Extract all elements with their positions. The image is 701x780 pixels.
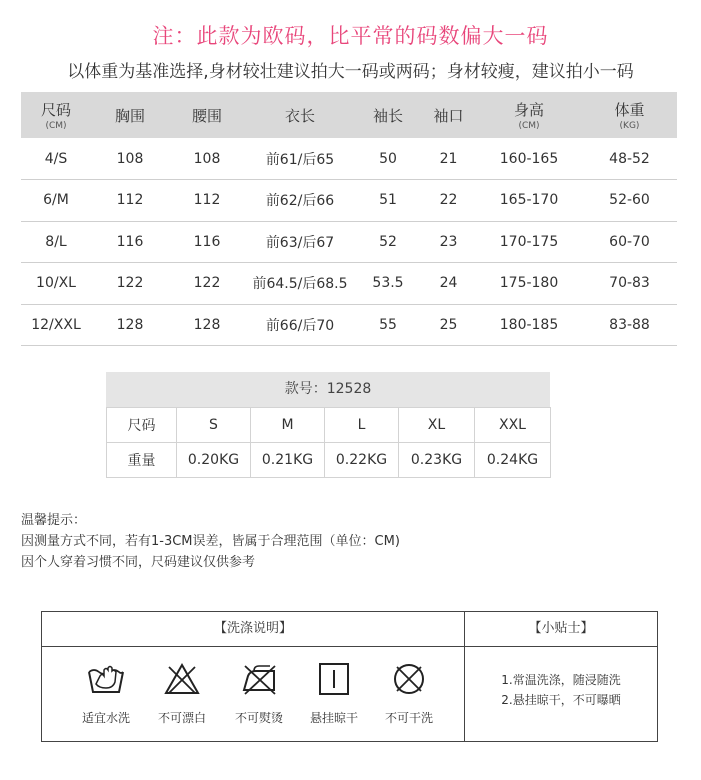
table-cell: 0.21KG <box>251 443 325 478</box>
care-item-hang-dry <box>299 662 369 726</box>
header-label: 腰围 <box>191 106 222 125</box>
size-table-header-cell <box>169 92 245 138</box>
table-cell: 51 <box>355 180 421 222</box>
size-advice: 以体重为基准选择,身材较壮建议拍大一码或两码；身材较瘦，建议拍小一码 <box>67 62 634 82</box>
header-label: 袖口 <box>433 106 464 125</box>
care-item-label: 不可熨烫 <box>234 711 283 725</box>
table-cell: 21 <box>421 138 476 180</box>
table-cell: 6/M <box>21 180 91 222</box>
care-item-no-iron <box>224 662 294 726</box>
table-cell: S <box>177 408 251 443</box>
table-cell: L <box>325 408 399 443</box>
size-table-header-cell <box>476 92 582 138</box>
table-cell: 50 <box>355 138 421 180</box>
table-cell: 0.23KG <box>399 443 475 478</box>
table-cell: 52-60 <box>582 180 677 222</box>
table-cell: 83-88 <box>582 304 677 346</box>
table-cell: 122 <box>169 263 245 305</box>
table-cell: 128 <box>91 304 169 346</box>
wash-instructions-title: 【洗涤说明】 <box>213 621 292 636</box>
table-row <box>21 263 677 305</box>
style-number: 款号：12528 <box>106 372 550 407</box>
table-cell: 8/L <box>21 221 91 263</box>
table-cell: 53.5 <box>355 263 421 305</box>
header-unit: (CM) <box>518 121 540 131</box>
table-cell: 前62/后66 <box>245 180 355 222</box>
table-cell: 165-170 <box>476 180 582 222</box>
table-cell: 108 <box>91 138 169 180</box>
table-cell: 尺码 <box>107 408 177 443</box>
table-cell: 170-175 <box>476 221 582 263</box>
care-item-label: 适宜水洗 <box>81 711 130 725</box>
table-cell: 122 <box>91 263 169 305</box>
table-cell: 112 <box>169 180 245 222</box>
warm-tips <box>21 510 400 573</box>
table-cell: 10/XL <box>21 263 91 305</box>
care-item-label: 悬挂晾干 <box>309 711 358 725</box>
table-cell: 108 <box>169 138 245 180</box>
header-label: 胸围 <box>114 106 145 125</box>
care-item-label: 不可漂白 <box>157 711 206 725</box>
no-iron-icon <box>240 662 278 696</box>
warm-tips-line: 因个人穿着习惯不同，尺码建议仅供参考 <box>21 555 256 570</box>
care-instructions-box <box>41 611 658 742</box>
table-cell: 175-180 <box>476 263 582 305</box>
table-cell: 0.22KG <box>325 443 399 478</box>
care-item-hand-wash <box>71 662 141 726</box>
table-cell: 128 <box>169 304 245 346</box>
table-cell: 52 <box>355 221 421 263</box>
size-notice: 注：此款为欧码，比平常的码数偏大一码 <box>152 24 549 48</box>
table-cell: 前64.5/后68.5 <box>245 263 355 305</box>
table-cell: 180-185 <box>476 304 582 346</box>
care-item-no-dry-clean <box>374 662 444 726</box>
table-cell: 前61/后65 <box>245 138 355 180</box>
table-cell: M <box>251 408 325 443</box>
table-cell: 0.20KG <box>177 443 251 478</box>
table-cell: 70-83 <box>582 263 677 305</box>
size-table-header-cell <box>355 92 421 138</box>
warm-tips-line: 因测量方式不同，若有1-3CM误差，皆属于合理范围（单位：CM) <box>21 534 400 549</box>
table-cell: 55 <box>355 304 421 346</box>
table-cell: 60-70 <box>582 221 677 263</box>
hand-wash-icon <box>87 662 125 696</box>
size-table-header-cell <box>421 92 476 138</box>
warm-tips-title: 温馨提示： <box>21 513 87 528</box>
table-cell: 0.24KG <box>475 443 551 478</box>
table-cell: 25 <box>421 304 476 346</box>
size-table-header-row <box>21 92 677 138</box>
table-cell: 116 <box>169 221 245 263</box>
table-cell: XL <box>399 408 475 443</box>
header-label: 袖长 <box>372 106 403 125</box>
table-cell: 112 <box>91 180 169 222</box>
header-unit: (KG) <box>619 121 640 131</box>
weight-table <box>106 407 551 478</box>
care-item-no-bleach <box>147 662 217 726</box>
size-table-header-cell <box>582 92 677 138</box>
hang-dry-icon <box>315 662 353 696</box>
table-cell: 前63/后67 <box>245 221 355 263</box>
table-cell: 重量 <box>107 443 177 478</box>
table-cell: XXL <box>475 408 551 443</box>
table-cell: 48-52 <box>582 138 677 180</box>
table-row <box>21 180 677 222</box>
size-table-header-cell <box>245 92 355 138</box>
size-table-header-cell <box>21 92 91 138</box>
table-row <box>21 304 677 346</box>
header-label: 尺码 <box>40 101 71 119</box>
care-divider-horizontal <box>42 646 657 647</box>
table-row <box>21 221 677 263</box>
header-unit: (CM) <box>45 121 67 131</box>
table-row <box>107 408 551 443</box>
no-bleach-icon <box>163 662 201 696</box>
table-cell: 前66/后70 <box>245 304 355 346</box>
small-tips-title: 【小贴士】 <box>528 621 594 636</box>
small-tip: 2.悬挂晾干，不可曝晒 <box>501 693 621 707</box>
care-item-label: 不可干洗 <box>384 711 433 725</box>
no-dry-clean-icon <box>390 662 428 696</box>
weight-table-box <box>106 372 550 478</box>
table-row <box>107 443 551 478</box>
size-table-header-cell <box>91 92 169 138</box>
table-cell: 160-165 <box>476 138 582 180</box>
header-label: 身高 <box>513 101 544 119</box>
table-cell: 116 <box>91 221 169 263</box>
table-cell: 23 <box>421 221 476 263</box>
table-row <box>21 138 677 180</box>
small-tip: 1.常温洗涤，随浸随洗 <box>501 673 621 687</box>
table-cell: 24 <box>421 263 476 305</box>
table-cell: 4/S <box>21 138 91 180</box>
table-cell: 12/XXL <box>21 304 91 346</box>
header-label: 体重 <box>614 101 645 119</box>
size-chart-table <box>21 92 677 346</box>
header-label: 衣长 <box>284 106 315 125</box>
small-tips-list <box>465 670 657 710</box>
table-cell: 22 <box>421 180 476 222</box>
